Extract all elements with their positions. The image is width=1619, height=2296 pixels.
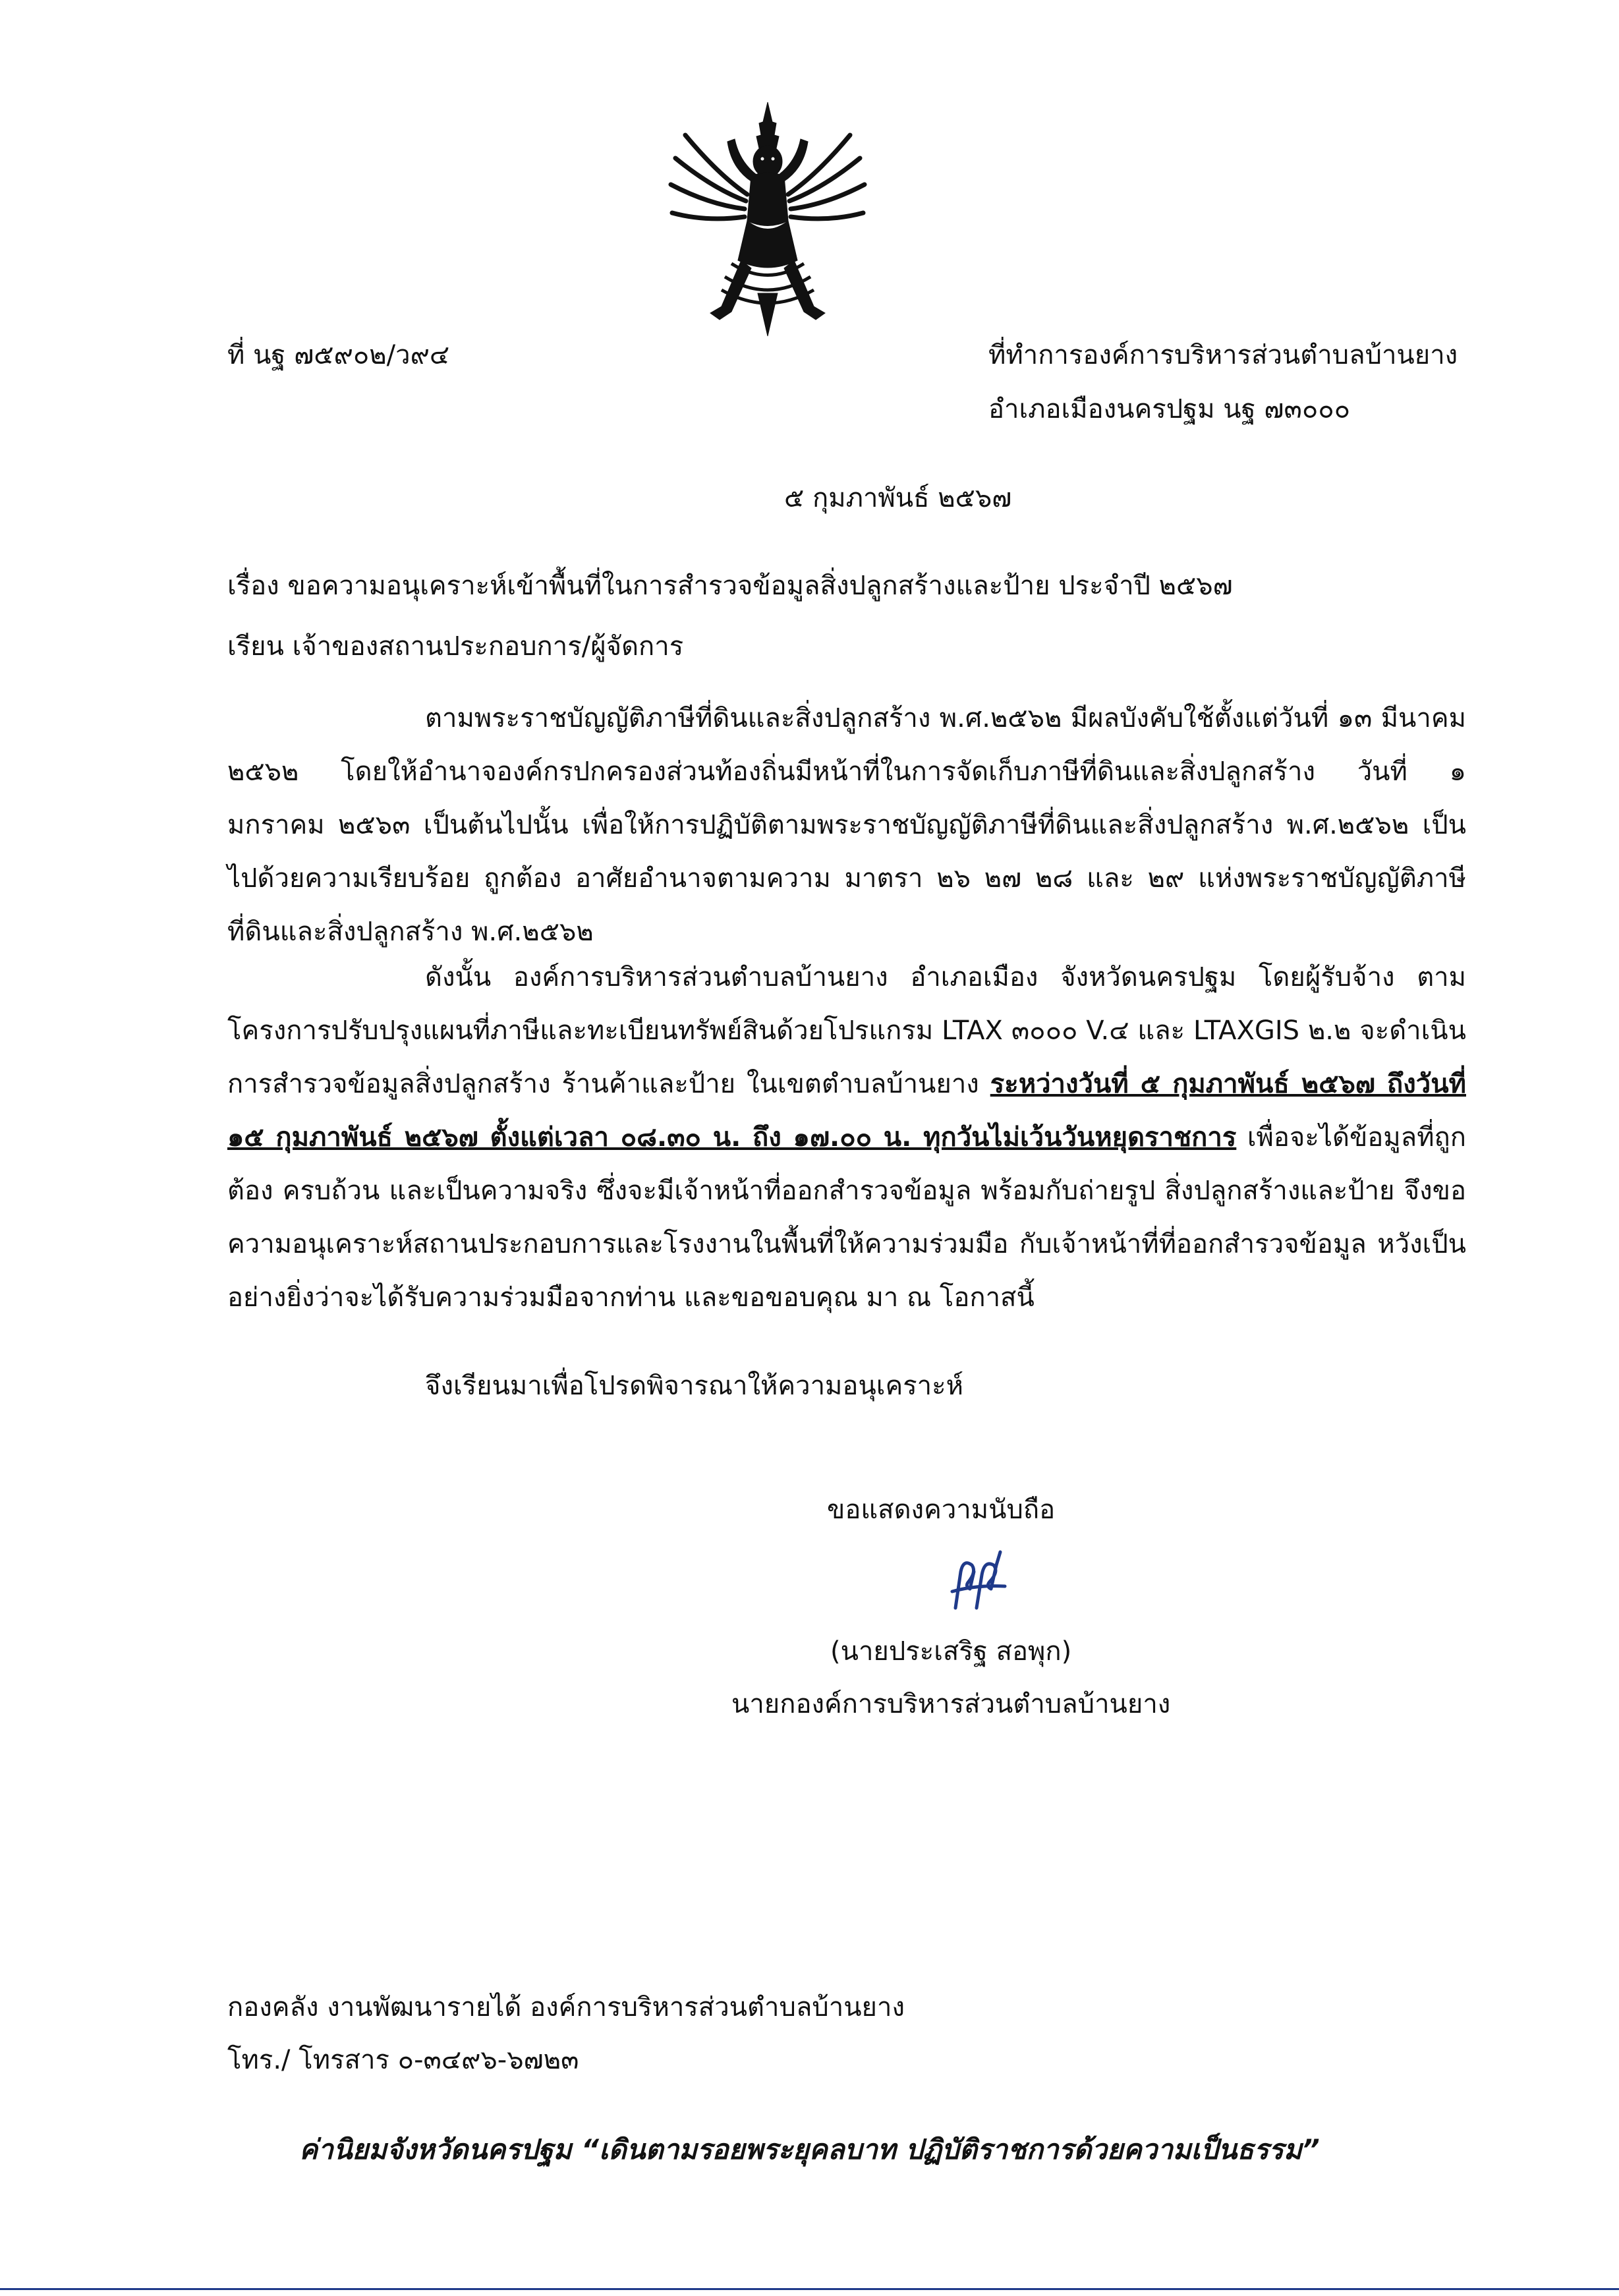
signer-name: (นายประเสริฐ สอพุก): [830, 1636, 1072, 1667]
issuing-department: กองคลัง งานพัฒนารายได้ องค์การบริหารส่วนตำบลบ้านยาง: [227, 1992, 905, 2023]
letter-date: ๕ กุมภาพันธ์ ๒๕๖๗: [784, 483, 1012, 513]
reference-number: ที่ นฐ ๗๕๙๐๒/ว๙๔: [227, 340, 450, 370]
body-paragraph-1: ตามพระราชบัญญัติภาษีที่ดินและสิ่งปลูกสร้าง พ.ศ.๒๕๖๒ มีผลบังคับใช้ตั้งแต่วันที่ ๑๓ มีนาคม ๒๕๖๒ โดยให้อำนาจองค์กรปกครองส่วนท้องถิ่นมีหน้าที่ในการจัดเก็บภาษีที่ดินและสิ่งปลูกสร้าง วันที่ ๑ มกราคม ๒๕๖๓ เป็นต้นไปนั้น เพื่อให้การปฏิบัติตามพระราชบัญญัติภาษีที่ดินและสิ่งปลูกสร้าง พ.ศ.๒๕๖๒ เป็นไปด้วยความเรียบร้อย ถูกต้อง อาศัยอำนาจตามความ มาตรา ๒๖ ๒๗ ๒๘ และ ๒๙ แห่งพระราชบัญญัติภาษีที่ดินและสิ่งปลูกสร้าง พ.ศ.๒๕๖๒: [227, 703, 1467, 947]
handwritten-signature: [936, 1545, 1021, 1618]
respect-closing: ขอแสดงความนับถือ: [827, 1495, 1056, 1525]
bottom-border-line: [0, 2288, 1619, 2290]
contact-phone: โทร./ โทรสาร ๐-๓๔๙๖-๖๗๒๓: [227, 2045, 579, 2075]
recipient-line: เรียน เจ้าของสถานประกอบการ/ผู้จัดการ: [227, 631, 684, 662]
garuda-emblem-icon: [659, 96, 876, 339]
signer-title: นายกองค์การบริหารส่วนตำบลบ้านยาง: [731, 1689, 1171, 1719]
paragraph-2-rest: เพื่อจะได้ข้อมูลที่ถูกต้อง ครบถ้วน และเป็นความจริง ซึ่งจะมีเจ้าหน้าที่ออกสำรวจข้อมูล พร้อมกับถ่ายรูป สิ่งปลูกสร้างและป้าย จึงขอความอนุเคราะห์สถานประกอบการและโรงงานในพื้นที่ให้ความร่วมมือ กับเจ้าหน้าที่ที่ออกสำรวจข้อมูล หวังเป็นอย่างยิ่งว่าจะได้รับความร่วมมือจากท่าน และขอขอบคุณ มา ณ โอกาสนี้: [227, 1122, 1466, 1313]
body-paragraph-2: [227, 951, 1466, 1325]
subject-line: เรื่อง ขอความอนุเคราะห์เข้าพื้นที่ในการสำรวจข้อมูลสิ่งปลูกสร้างและป้าย ประจำปี ๒๕๖๗: [227, 571, 1233, 601]
province-motto: ค่านิยมจังหวัดนครปฐม “เดินตามรอยพระยุคลบาท ปฏิบัติราชการด้วยความเป็นธรรม”: [299, 2133, 1320, 2166]
survey-period-emphasis: ระหว่างวันที่ ๕ กุมภาพันธ์ ๒๕๖๗ ถึงวันที่ ๑๕ กุมภาพันธ์ ๒๕๖๗ ตั้งแต่เวลา ๐๘.๓๐ น. ถึง ๑๗.๐๐ น. ทุกวันไม่เว้นวันหยุดราชการ: [227, 1069, 1466, 1153]
office-address-line1: ที่ทำการองค์การบริหารส่วนตำบลบ้านยาง: [988, 340, 1458, 370]
closing-line: จึงเรียนมาเพื่อโปรดพิจารณาให้ความอนุเคราะห์: [425, 1371, 963, 1401]
paragraph-2-intro: ดังนั้น องค์การบริหารส่วนตำบลบ้านยาง อำเภอเมือง จังหวัดนครปฐม โดยผู้รับจ้าง ตามโครงการปรับปรุงแผนที่ภาษีและทะเบียนทรัพย์สินด้วยโปรแกรม LTAX ๓๐๐๐ V.๔ และ LTAXGIS ๒.๒ จะดำเนินการสำรวจข้อมูลสิ่งปลูกสร้าง ร้านค้าและป้าย ในเขตตำบลบ้านยาง: [227, 962, 1466, 1099]
office-address-line2: อำเภอเมืองนครปฐม นฐ ๗๓๐๐๐: [988, 394, 1351, 424]
